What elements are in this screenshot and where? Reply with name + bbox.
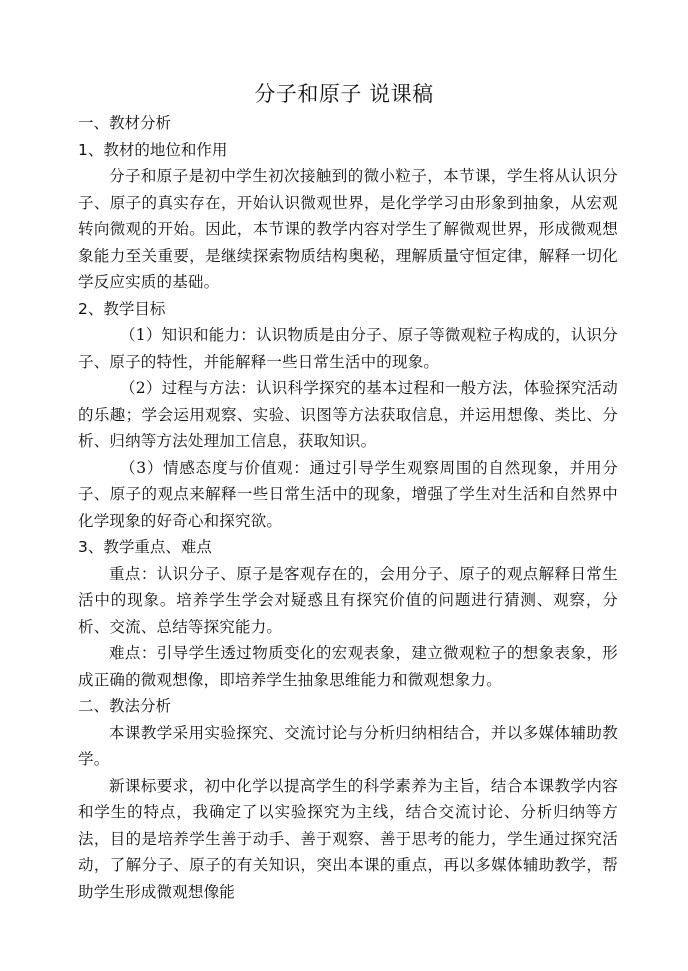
section-heading-1: 一、教材分析 [78, 114, 172, 132]
paragraph-key-point: 重点：认识分子、原子是客观存在的，会用分子、原子的观点解释日常生活中的现象。培养学生学会对疑惑且有探究价值的问题进行猜测、观察，分析、交流、总结等探究能力。 [78, 564, 618, 636]
paragraph-goal-knowledge: （1）知识和能力：认识物质是由分子、原子等微观粒子构成的，认识分子、原子的特性，并能解释一些日常生活中的现象。 [78, 326, 618, 371]
paragraph-goal-process: （2）过程与方法：认识科学探究的基本过程和一般方法，体验探究活动的乐趣；学会运用观察、实验、识图等方法获取信息，并运用想像、类比、分析、归纳等方法处理加工信息，获取知识。 [78, 379, 618, 450]
paragraph-teaching-method-1: 本课教学采用实验探究、交流讨论与分析归纳相结合，并以多媒体辅助教学。 [78, 723, 618, 768]
subsection-heading-1-1: 1、教材的地位和作用 [78, 140, 228, 159]
document-title: 分子和原子 说课稿 [254, 82, 434, 106]
subsection-heading-1-3: 3、教学重点、难点 [78, 538, 212, 556]
subsection-heading-1-2: 2、教学目标 [78, 299, 166, 318]
paragraph-role-of-material: 分子和原子是初中学生初次接触到的微小粒子，本节课，学生将从认识分子、原子的真实存在，开始认识微观世界，是化学学习由形象到抽象，从宏观转向微观的开始。因此，本节课的教学内容对学生了解微观世界，形成微观想象能力至关重要，是继续探索物质结构奥秘，理解质量守恒定律，解释一切化学反应实质的基础。 [78, 167, 618, 291]
section-heading-2: 二、教法分析 [78, 697, 172, 715]
paragraph-teaching-method-2: 新课标要求，初中化学以提高学生的科学素养为主旨，结合本课教学内容和学生的特点，我确定了以实验探究为主线，结合交流讨论、分析归纳等方法，目的是培养学生善于动手、善于观察、善于思考的能力，学生通过探究活动，了解分子、原子的有关知识，突出本课的重点，再以多媒体辅助教学，帮助学生形成微观想像能 [78, 776, 618, 901]
paragraph-difficult-point: 难点：引导学生透过物质变化的宏观表象，建立微观粒子的想象表象，形成正确的微观想像，即培养学生抽象思维能力和微观想象力。 [78, 644, 618, 689]
paragraph-goal-attitude: （3）情感态度与价值观：通过引导学生观察周围的自然现象，并用分子、原子的观点来解释一些日常生活中的现象，增强了学生对生活和自然界中化学现象的好奇心和探究欲。 [78, 458, 618, 530]
document-body [78, 110, 618, 905]
